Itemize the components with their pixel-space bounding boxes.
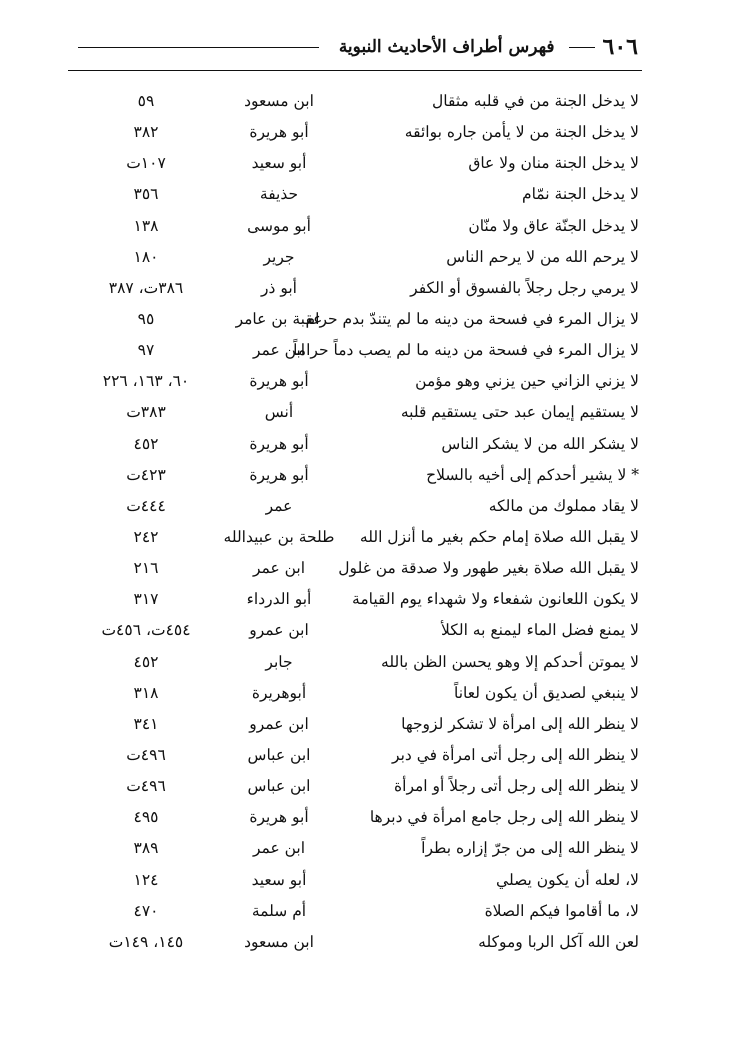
index-row [0,304,737,335]
index-row [0,491,737,522]
hadith-text: لا يقاد مملوك من مالكه [488,496,639,515]
hadith-text: لا يقبل الله صلاة إمام حكم بغير ما أنزل الله [359,527,639,546]
index-row [0,460,737,491]
page-header [70,30,638,64]
page-reference: ٦٠، ١٦٣، ٢٢٦ [102,372,190,391]
index-row [0,896,737,927]
header-rule [68,70,642,71]
narrator: أبو الدرداء [246,590,312,609]
page-reference: ١٨٠ [133,247,159,266]
narrator: أبو هريرة [249,465,309,484]
hadith-text: لا، ما أقاموا فيكم الصلاة [484,901,639,920]
page-reference: ٩٧ [137,341,155,360]
narrator: ابن عباس [247,745,311,764]
index-row [0,709,737,740]
narrator: حذيفة [259,185,299,204]
hadith-text: لا يزال المرء في فسحة من دينه ما لم يصب دماً حراماً [293,341,639,360]
narrator: ابن مسعود [244,932,314,951]
index-row [0,429,737,460]
narrator: ابن عباس [247,777,311,796]
narrator: عمر [265,496,293,515]
page-reference: ١٣٨ [133,216,159,235]
narrator: أبو هريرة [249,372,309,391]
page-reference: ٣٨٣ت [126,403,166,422]
narrator: جابر [265,652,293,671]
index-row [0,179,737,210]
hadith-text: لا يستقيم إيمان عبد حتى يستقيم قلبه [400,403,639,422]
narrator: أبو هريرة [249,434,309,453]
index-row [0,647,737,678]
narrator: ابن عمر [252,341,306,360]
narrator: جرير [263,247,295,266]
page-reference: ١٢٤ [133,870,159,889]
hadith-index-list [0,86,737,958]
index-row [0,833,737,864]
hadith-text: لا يزني الزاني حين يزني وهو مؤمن [415,372,639,391]
hadith-text: لا ينظر الله إلى من جرّ إزاره بطراً [421,839,639,858]
hadith-text: لا يشكر الله من لا يشكر الناس [441,434,639,453]
index-row [0,927,737,958]
hadith-text: لا، لعله أن يكون يصلي [496,870,639,889]
hadith-text: لا ينظر الله إلى رجل أتى رجلاً أو امرأة [394,777,639,796]
hadith-text: لا ينظر الله إلى رجل جامع امرأة في دبرها [369,808,639,827]
page-title: فهرس أطراف الأحاديث النبوية [338,37,555,57]
narrator: أبو سعيد [251,870,307,889]
narrator: ابن عمر [252,839,306,858]
page-reference: ٣٨٦ت، ٣٨٧ [108,278,184,297]
narrator: ابن مسعود [244,92,314,110]
page-reference: ٣١٨ [133,683,159,702]
hadith-text: لا ينظر الله إلى امرأة لا تشكر لزوجها [401,714,639,733]
index-row [0,273,737,304]
page-reference: ٣٨٢ [133,123,159,142]
hadith-text: * لا يشير أحدكم إلى أخيه بالسلاح [426,465,639,484]
header-dash [569,47,595,48]
narrator: أم سلمة [251,901,307,920]
page-reference: ٤٩٦ت [126,745,166,764]
page-reference: ٣٥٦ [133,185,159,204]
index-row [0,584,737,615]
page-reference: ٣١٧ [133,590,159,609]
page-reference: ٢١٦ [133,559,159,578]
index-row [0,211,737,242]
hadith-text: لا يدخل الجنة نمّام [521,185,639,204]
page-reference: ٥٩ [137,92,155,110]
page-reference: ١٠٧ت [126,154,166,173]
hadith-text: لا يدخل الجنة من في قلبه مثقال [432,92,639,110]
index-row [0,771,737,802]
index-row [0,522,737,553]
index-row [0,553,737,584]
page-reference: ٣٨٩ [133,839,159,858]
narrator: أبو هريرة [249,808,309,827]
page-reference: ٣٤١ [133,714,159,733]
page-reference: ٤٢٣ت [126,465,166,484]
page-reference: ٤٥٤ت، ٤٥٦ت [101,621,191,640]
page-reference: ٤٩٦ت [126,777,166,796]
narrator: ابن عمرو [249,714,309,733]
narrator: أبو سعيد [251,154,307,173]
page-reference: ٩٥ [137,309,155,328]
index-row [0,366,737,397]
page-reference: ٤٩٥ [133,808,159,827]
page-reference: ٢٤٢ [133,527,159,546]
narrator: أبوهريرة [251,683,307,702]
hadith-text: لا ينبغي لصديق أن يكون لعاناً [454,683,639,702]
hadith-text: لا يرمي رجل رجلاً بالفسوق أو الكفر [410,278,639,297]
hadith-text: لا يموتن أحدكم إلا وهو يحسن الظن بالله [381,652,639,671]
page-reference: ٤٧٠ [133,901,159,920]
hadith-text: لا يدخل الجنة منان ولا عاق [468,154,639,173]
hadith-text: لا يكون اللعانون شفعاء ولا شهداء يوم القيامة [352,590,639,609]
hadith-text: لعن الله آكل الربا وموكله [478,932,639,951]
index-row [0,117,737,148]
narrator: أنس [264,403,294,422]
hadith-text: لا يقبل الله صلاة بغير طهور ولا صدقة من غلول [338,559,639,578]
index-row [0,148,737,179]
page-reference: ٤٤٤ت [126,496,166,515]
index-row [0,335,737,366]
hadith-text: لا يمنع فضل الماء ليمنع به الكلأ [441,621,639,640]
narrator: أبو هريرة [249,123,309,142]
index-row [0,86,737,117]
index-row [0,615,737,646]
index-row [0,242,737,273]
narrator: أبو ذر [261,278,297,297]
header-dash [78,47,319,48]
index-row [0,802,737,833]
hadith-text: لا ينظر الله إلى رجل أتى امرأة في دبر [392,745,639,764]
page-reference: ١٤٥، ١٤٩ت [108,932,184,951]
index-row [0,740,737,771]
hadith-text: لا يزال المرء في فسحة من دينه ما لم يتندّ بدم حرام [305,309,639,328]
index-row [0,865,737,896]
hadith-text: لا يرحم الله من لا يرحم الناس [446,247,639,266]
page-reference: ٤٥٢ [133,434,159,453]
page-reference: ٤٥٢ [133,652,159,671]
hadith-text: لا يدخل الجنة من لا يأمن جاره بوائقه [404,123,639,142]
hadith-text: لا يدخل الجنّة عاق ولا منّان [468,216,639,235]
narrator: ابن عمرو [249,621,309,640]
index-row [0,397,737,428]
index-row [0,678,737,709]
narrator: ابن عمر [252,559,306,578]
narrator: طلحة بن عبيدالله [223,527,335,546]
narrator: عقبة بن عامر [235,309,323,328]
narrator: أبو موسى [247,216,311,235]
page-number: ٦٠٦ [602,34,638,60]
